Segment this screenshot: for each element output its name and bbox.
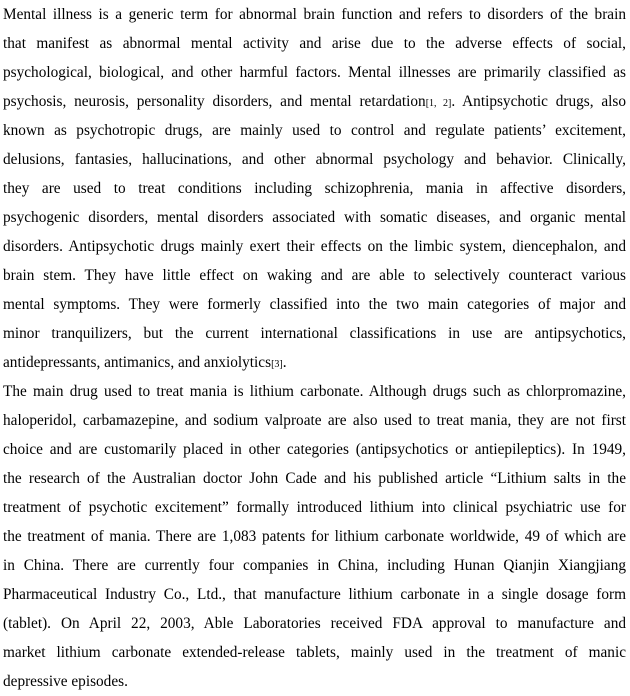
text-line: choice and are customarily placed in other categories (antipsychotics or antiepileptics). In 1949, [3,441,626,458]
text-line-with-citation [3,348,626,377]
text-segment: antidepressants, antimanics, and anxiolytics [3,354,272,371]
text-line: psychological, biological, and other harmful factors. Mental illnesses are primarily classified as [3,64,626,81]
text-line: brain stem. They have little effect on waking and are able to selectively counteract various [3,267,626,284]
text-line: delusions, fantasies, hallucinations, and other abnormal psychology and behavior. Clinically, [3,151,626,168]
text-line: minor tranquilizers, but the current international classifications in use are antipsychotics, [3,325,626,342]
text-line-with-citation [3,87,626,116]
text-line: market lithium carbonate extended-release tablets, mainly used in the treatment of manic [3,644,626,661]
paragraph-lithium-carbonate [3,377,626,696]
text-line: haloperidol, carbamazepine, and sodium valproate are also used to treat mania, they are not first [3,412,626,429]
text-line: The main drug used to treat mania is lithium carbonate. Although drugs such as chlorpromazine, [3,383,626,400]
text-line: psychogenic disorders, mental disorders associated with somatic diseases, and organic mental [3,209,626,226]
text-line: they are used to treat conditions including schizophrenia, mania in affective disorders, [3,180,626,197]
text-segment: . Antipsychotic drugs, also [451,93,626,110]
text-line: disorders. Antipsychotic drugs mainly exert their effects on the limbic system, diencephalon, and [3,238,626,255]
text-line: treatment of psychotic excitement” formally introduced lithium into clinical psychiatric use for [3,499,626,516]
text-line: that manifest as abnormal mental activity and arise due to the adverse effects of social, [3,35,626,52]
text-line: Pharmaceutical Industry Co., Ltd., that manufacture lithium carbonate in a single dosage form [3,586,626,603]
text-line: in China. There are currently four companies in China, including Hunan Qianjin Xiangjiang [3,557,626,574]
text-line: known as psychotropic drugs, are mainly used to control and regulate patients’ excitement, [3,122,626,139]
citation-3: [3] [271,359,283,370]
text-line: mental symptoms. They were formerly classified into the two main categories of major and [3,296,626,313]
text-line: the research of the Australian doctor John Cade and his published article “Lithium salts in the [3,470,626,487]
citation-1-2: [1, 2] [425,98,452,109]
text-segment: psychosis, neurosis, personality disorders, and mental retardation [3,93,426,110]
text-line: (tablet). On April 22, 2003, Able Laboratories received FDA approval to manufacture and [3,615,626,632]
text-line: the treatment of mania. There are 1,083 patents for lithium carbonate worldwide, 49 of which are [3,528,626,545]
paragraph-mental-illness [3,0,626,377]
text-segment: . [282,354,287,371]
text-line: depressive episodes. [3,673,128,690]
text-line: Mental illness is a generic term for abnormal brain function and refers to disorders of the brain [3,6,626,23]
